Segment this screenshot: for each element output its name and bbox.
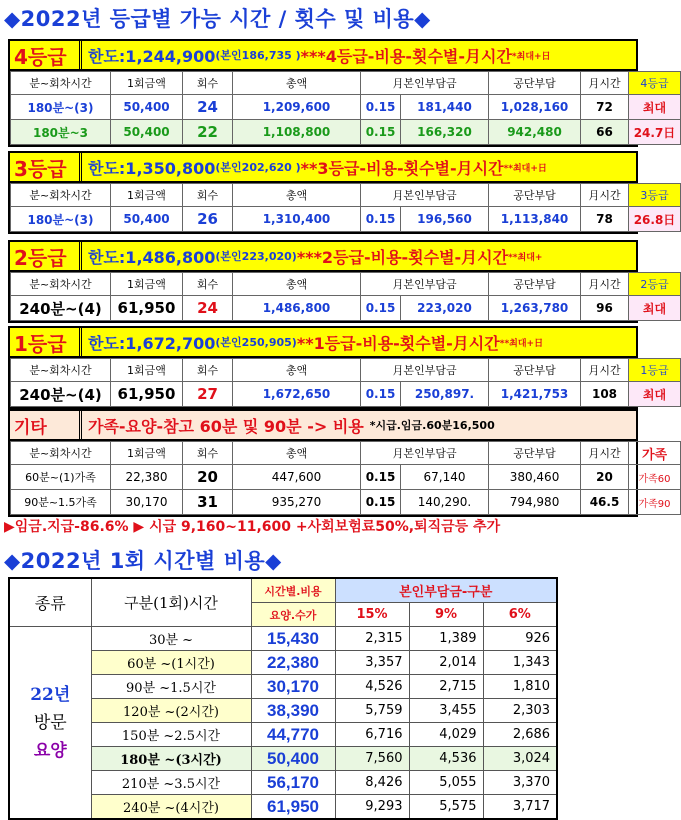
row-label: 60분 ~(1시간) [91, 651, 251, 675]
col-time: 분~회차시간 [11, 184, 111, 207]
row-r9: 3,455 [409, 699, 483, 723]
col-self: 月본인부담금 [361, 359, 489, 382]
row-r6: 3,717 [483, 795, 557, 820]
etc-table [10, 441, 681, 515]
grade-1-section [8, 326, 669, 409]
col-self: 月본인부담금 [361, 442, 489, 465]
row-r9: 2,014 [409, 651, 483, 675]
limit-text: 한도:1,350,800 [88, 158, 216, 178]
row-label: 180분 ~(3시간) [91, 747, 251, 771]
cell-self: 166,320 [401, 120, 489, 145]
row-r15: 7,560 [335, 747, 409, 771]
col-fee-1: 시간별.비용 [251, 578, 335, 603]
limit-self: (본인223,020) [215, 250, 297, 263]
row-r6: 926 [483, 627, 557, 651]
cell-time: 240분~(4) [11, 382, 111, 407]
row-fee: 50,400 [251, 747, 335, 771]
kind-visit: 방문 [33, 712, 67, 733]
cell-note: 26.8日 [629, 207, 681, 232]
cell-total: 447,600 [233, 465, 361, 490]
col-amount: 1회금액 [111, 184, 183, 207]
row-label: 30분 ~ [91, 627, 251, 651]
cell-self: 223,020 [401, 296, 489, 321]
col-time: 분~회차시간 [11, 72, 111, 95]
grade-tail-note: **최대+日 [503, 163, 547, 174]
row-r6: 3,024 [483, 747, 557, 771]
grade-label: 3등급 [10, 153, 82, 181]
grade-limit-line [82, 242, 636, 270]
grade-2-section [8, 240, 669, 323]
col-time: 분~회차시간 [11, 273, 111, 296]
cell-time: 90분~1.5가족 [11, 490, 111, 515]
cell-amount: 50,400 [111, 95, 183, 120]
grade-tail: ***4등급-비용-횟수별-月시간 [300, 46, 512, 66]
cell-hours: 72 [581, 95, 629, 120]
cell-total: 1,108,800 [233, 120, 361, 145]
table-row [11, 120, 681, 145]
cell-gov: 1,113,840 [489, 207, 581, 232]
col-kind: 종류 [9, 578, 91, 627]
col-gov: 공단부담 [489, 273, 581, 296]
row-r6: 2,303 [483, 699, 557, 723]
row-r15: 9,293 [335, 795, 409, 820]
cell-hours: 20 [581, 465, 629, 490]
cell-rate: 0.15 [361, 490, 401, 515]
row-r6: 1,810 [483, 675, 557, 699]
cell-time: 180분~(3) [11, 95, 111, 120]
grade-label: 1등급 [10, 328, 82, 356]
col-rate-15: 15% [335, 603, 409, 627]
col-total: 총액 [233, 184, 361, 207]
row-fee: 22,380 [251, 651, 335, 675]
cell-count: 26 [183, 207, 233, 232]
etc-head-note: *시급.임금.60분16,500 [369, 419, 495, 432]
cell-count: 24 [183, 296, 233, 321]
etc-head-line [82, 411, 636, 439]
col-self-pay: 본인부담금-구분 [335, 578, 557, 603]
col-family: 가족 [629, 442, 681, 465]
etc-section [8, 409, 671, 517]
kind-year: 22년 [30, 684, 71, 705]
cell-rate: 0.15 [361, 207, 401, 232]
table-row [9, 723, 557, 747]
cell-self: 140,290. [401, 490, 489, 515]
limit-text: 한도:1,244,900 [88, 46, 216, 66]
table-row [11, 296, 681, 321]
limit-text: 한도:1,672,700 [88, 333, 216, 353]
row-r6: 2,686 [483, 723, 557, 747]
col-total: 총액 [233, 273, 361, 296]
row-r6: 3,370 [483, 771, 557, 795]
col-gov: 공단부담 [489, 72, 581, 95]
row-r9: 4,536 [409, 747, 483, 771]
cell-rate: 0.15 [361, 465, 401, 490]
col-grade: 2등급 [629, 273, 681, 296]
grade-table [10, 183, 681, 232]
etc-head: 가족-요양-참고 60분 및 90분 -> 비용 [88, 416, 364, 436]
cell-gov: 1,263,780 [489, 296, 581, 321]
cell-rate: 0.15 [361, 95, 401, 120]
col-count: 회수 [183, 184, 233, 207]
col-hours: 月시간 [581, 442, 629, 465]
cell-note: 24.7日 [629, 120, 681, 145]
table-row [9, 699, 557, 723]
table-row [9, 627, 557, 651]
cell-rate: 0.15 [361, 120, 401, 145]
col-total: 총액 [233, 442, 361, 465]
col-fee-2: 요양.수가 [251, 603, 335, 627]
row-label: 240분 ~(4시간) [91, 795, 251, 820]
grade-3-section [8, 151, 676, 234]
cell-hours: 78 [581, 207, 629, 232]
col-amount: 1회금액 [111, 359, 183, 382]
grade-tail: ***2등급-비용-횟수별-月시간 [296, 247, 509, 267]
col-self: 月본인부담금 [361, 184, 489, 207]
section-title: ◆2022년 1회 시간별 비용◆ [4, 549, 282, 573]
col-self: 月본인부담금 [361, 72, 489, 95]
table-row [9, 771, 557, 795]
row-r15: 4,526 [335, 675, 409, 699]
col-count: 회수 [183, 359, 233, 382]
col-total: 총액 [233, 359, 361, 382]
cell-count: 22 [183, 120, 233, 145]
col-gov: 공단부담 [489, 442, 581, 465]
cell-count: 31 [183, 490, 233, 515]
col-self: 月본인부담금 [361, 273, 489, 296]
cell-hours: 46.5 [581, 490, 629, 515]
cell-count: 27 [183, 382, 233, 407]
page-title: ◆2022년 등급별 가능 시간 / 횟수 및 비용◆ [4, 7, 431, 31]
row-fee: 38,390 [251, 699, 335, 723]
cost-table [8, 577, 558, 820]
col-count: 회수 [183, 442, 233, 465]
cell-count: 20 [183, 465, 233, 490]
cell-count: 24 [183, 95, 233, 120]
row-label: 120분 ~(2시간) [91, 699, 251, 723]
grade-header [10, 242, 636, 272]
etc-header [10, 411, 636, 441]
col-amount: 1회금액 [111, 72, 183, 95]
grade-tail-note: **최대+日 [499, 338, 544, 349]
grade-table [10, 71, 681, 145]
row-r6: 1,343 [483, 651, 557, 675]
col-hours: 月시간 [581, 359, 629, 382]
col-grade: 3등급 [629, 184, 681, 207]
cell-total: 935,270 [233, 490, 361, 515]
limit-self: (본인202,620 ) [215, 161, 301, 174]
cell-total: 1,209,600 [233, 95, 361, 120]
cell-gov: 380,460 [489, 465, 581, 490]
table-row [9, 651, 557, 675]
grade-tail-note: *최대+日 [511, 51, 551, 62]
cell-time: 180분~(3) [11, 207, 111, 232]
grade-header [10, 153, 636, 183]
kind-care: 요양 [33, 740, 67, 761]
col-amount: 1회금액 [111, 442, 183, 465]
cell-amount: 50,400 [111, 120, 183, 145]
cell-note: 최대 [629, 382, 681, 407]
cell-time: 240분~(4) [11, 296, 111, 321]
cell-amount: 50,400 [111, 207, 183, 232]
grade-limit-line [82, 328, 636, 356]
row-fee: 30,170 [251, 675, 335, 699]
row-r9: 5,055 [409, 771, 483, 795]
cell-gov: 794,980 [489, 490, 581, 515]
grade-tail: **3등급-비용-횟수별-月시간 [300, 158, 504, 178]
cell-hours: 66 [581, 120, 629, 145]
col-hours: 月시간 [581, 273, 629, 296]
cell-amount: 22,380 [111, 465, 183, 490]
cell-note: 최대 [629, 296, 681, 321]
cell-gov: 1,421,753 [489, 382, 581, 407]
row-r9: 4,029 [409, 723, 483, 747]
cell-hours: 96 [581, 296, 629, 321]
col-grade: 4등급 [629, 72, 681, 95]
limit-self: (본인186,735 ) [215, 49, 301, 62]
cell-gov: 1,028,160 [489, 95, 581, 120]
cell-self: 196,560 [401, 207, 489, 232]
kind-cell [9, 627, 91, 820]
col-hours: 月시간 [581, 184, 629, 207]
grade-limit-line [82, 41, 636, 69]
cell-note: 가족90 [629, 490, 681, 515]
table-row [11, 95, 681, 120]
etc-label: 기타 [10, 411, 82, 439]
row-r15: 6,716 [335, 723, 409, 747]
row-r15: 2,315 [335, 627, 409, 651]
col-gov: 공단부담 [489, 359, 581, 382]
grade-limit-line [82, 153, 636, 181]
col-rate-9: 9% [409, 603, 483, 627]
col-hours: 月시간 [581, 72, 629, 95]
cell-total: 1,310,400 [233, 207, 361, 232]
cell-rate: 0.15 [361, 382, 401, 407]
table-row [11, 465, 681, 490]
grade-table [10, 272, 681, 321]
cell-gov: 942,480 [489, 120, 581, 145]
table-row [11, 207, 681, 232]
cell-self: 250,897. [401, 382, 489, 407]
limit-self: (본인250,905) [215, 336, 297, 349]
row-label: 150분 ~2.5시간 [91, 723, 251, 747]
cell-self: 67,140 [401, 465, 489, 490]
limit-text: 한도:1,486,800 [88, 247, 216, 267]
cell-rate: 0.15 [361, 296, 401, 321]
cell-self: 181,440 [401, 95, 489, 120]
table-row [11, 382, 681, 407]
grade-header [10, 41, 636, 71]
cell-amount: 61,950 [111, 296, 183, 321]
col-total: 총액 [233, 72, 361, 95]
cell-amount: 30,170 [111, 490, 183, 515]
grade-label: 4등급 [10, 41, 82, 69]
cell-note: 가족60 [629, 465, 681, 490]
col-count: 회수 [183, 273, 233, 296]
row-r15: 5,759 [335, 699, 409, 723]
cell-total: 1,672,650 [233, 382, 361, 407]
col-division: 구분(1회)시간 [91, 578, 251, 627]
row-r9: 5,575 [409, 795, 483, 820]
row-r15: 3,357 [335, 651, 409, 675]
grade-table [10, 358, 681, 407]
row-fee: 56,170 [251, 771, 335, 795]
col-amount: 1회금액 [111, 273, 183, 296]
grade-tail: **1등급-비용-횟수별-月시간 [296, 333, 500, 353]
cell-note: 최대 [629, 95, 681, 120]
table-row [9, 747, 557, 771]
grade-header [10, 328, 636, 358]
row-r9: 1,389 [409, 627, 483, 651]
col-gov: 공단부담 [489, 184, 581, 207]
grade-tail-note: **최대+ [508, 252, 543, 263]
col-rate-6: 6% [483, 603, 557, 627]
grade-label: 2등급 [10, 242, 82, 270]
col-grade: 1등급 [629, 359, 681, 382]
col-count: 회수 [183, 72, 233, 95]
row-r9: 2,715 [409, 675, 483, 699]
cell-hours: 108 [581, 382, 629, 407]
row-r15: 8,426 [335, 771, 409, 795]
row-label: 90분 ~1.5시간 [91, 675, 251, 699]
row-fee: 44,770 [251, 723, 335, 747]
row-fee: 61,950 [251, 795, 335, 820]
table-row [9, 675, 557, 699]
row-fee: 15,430 [251, 627, 335, 651]
table-row [9, 795, 557, 820]
col-time: 분~회차시간 [11, 442, 111, 465]
cell-total: 1,486,800 [233, 296, 361, 321]
col-time: 분~회차시간 [11, 359, 111, 382]
row-label: 210분 ~3.5시간 [91, 771, 251, 795]
cell-amount: 61,950 [111, 382, 183, 407]
table-row [11, 490, 681, 515]
cell-time: 180분~3 [11, 120, 111, 145]
grade-4-section [8, 39, 676, 147]
wage-note: ▶임금.지급-86.6% ▶ 시급 9,160~11,600 +사회보험료50%,퇴직금등 추가 [4, 519, 501, 535]
cell-time: 60분~(1)가족 [11, 465, 111, 490]
